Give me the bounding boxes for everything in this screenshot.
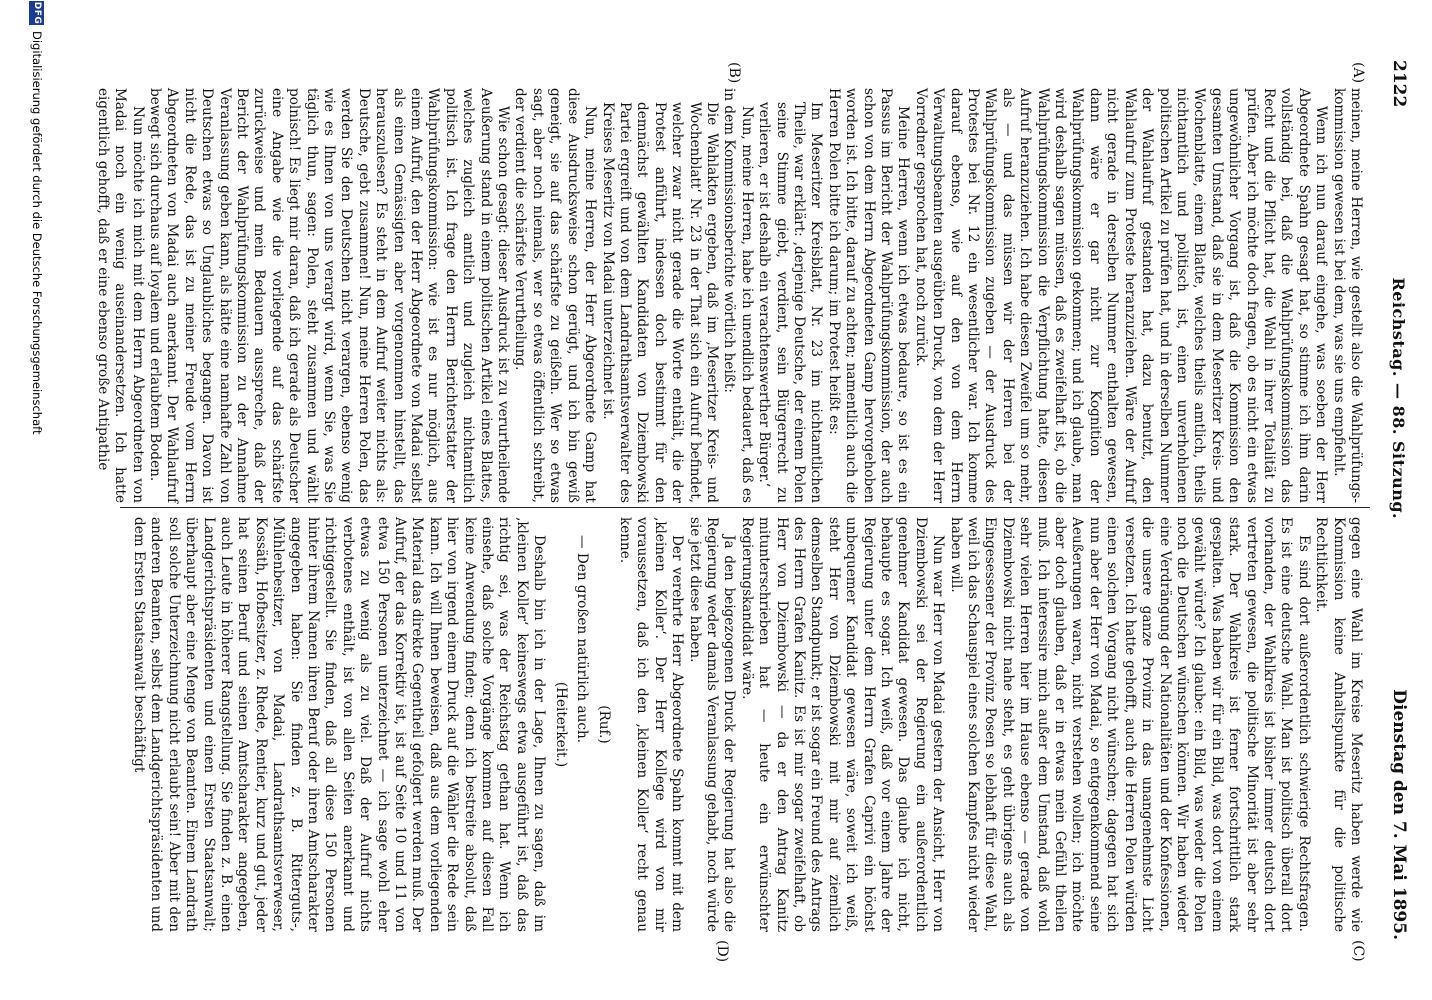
- paragraph: Meine Herren, wenn ich etwas bedaure, so ist es ein Passus im Bericht der Wahlprüfungskommission, der auch schon von dem Herrn Abgeordneten Gamp hervorgehoben worden ist. Ich bitte, darauf zu achten; namentlich auch die Herren Polen bitte ich darum; im Protest heißt es:: [825, 88, 912, 503]
- sitting-date: Dienstag den 7. Mai 1895.: [1389, 689, 1409, 940]
- paragraph: gegen eine Wahl im Kreise Meseritz haben werde wie Kommission keine Anhaltspunkte für die politische Rechtlichkeit.: [1313, 517, 1364, 932]
- paragraph: — Den großen natürlich auch.: [574, 535, 591, 744]
- margin-mark-b: (B): [726, 62, 742, 84]
- paragraph: Nun, meine Herren, habe ich unendlich bedauert, daß es in dem Kommissionsberichte wörtlich heißt:: [721, 88, 755, 503]
- paragraph: Der verehrte Herr Abgeordnete Spahn kommt mit dem ‚kleinen Koller‘. Der Herr Kollege wird von mir voraussetzen, daß ich den ‚kleinen Koller‘ recht genau kenne.: [616, 517, 686, 932]
- credit-text: Digitalisierung gefördert durch die Deutsche Forschungsgemeinschaft: [30, 31, 44, 435]
- column-divider: [120, 507, 1370, 508]
- paragraph: Deshalb bin ich in der Lage, Ihnen zu sagen, daß im ‚kleinen Koller‘ keineswegs etwa ausgeführt ist, daß das richtig sei, was der Reichstag gethan hat. Wenn ich einsehe, daß solche Vorgänge kommen auf diesen Fall keine Anwendung finden; denn ich bestreite absolut, daß hier von irgend einem Druck auf die Wähler die Rede sein kann. Ich will Ihnen beweisen, daß aus dem vorliegenden Material das direkte Gegentheil gefolgert werden muß. Der Aufruf, der das Korrektiv ist, ist auf Seite 10 und 11 von etwa 150 Personen unterzeichnet — ich sage wohl eher etwas zu wenig als zu viel. Daß der Aufruf nichts verbotenes enthält, ist von allen Seiten anerkannt und richtiggestellt. Sie finden, daß all diese 150 Personen hinter ihrem Namen ihren Beruf oder ihren Amtscharakter angegeben haben: Sie finden z. B. Ritterguts-, Mühlenbesitzer, von Madai, Landrathsamtsverweser, Kossäth, Hofbesitzer, z. Rhede, Rentier, kurz und gut, jeder hat seinen Beruf und seinen Amtscharakter angegeben, auch Leute in höherer Rangstellung. Sie finden z. B. einen Landgerichtspräsidenten und einen Ersten Staatsanwalt; überhaupt aber eine Menge von Beamten. Einem Landrath soll solche Unterzeichnung nicht erlaubt sein! Aber mit den anderen Beamten, selbst dem Landgerichtspräsidenten und dem Ersten Staatsanwalt beschäftigt: [130, 517, 548, 932]
- text-column-right: [130, 517, 1364, 932]
- dfg-logo: DFG: [30, 1, 45, 25]
- margin-mark-d: (D): [714, 940, 730, 963]
- paragraph: Nun war Herr von Madai gestern der Ansicht, Herr von Dziembowski sei der Regierung ein außerordentlich genehmer Kandidat gewesen. Das glaube ich nicht, behaupte es sogar. Ich weiß, daß vor einem Jahre der Regierung unter dem Herrn Grafen Caprivi ein höchst unbequemer Kandidat gewesen wäre, soweit ich weiß, steht Herr von Dziembowski mit mir auf ziemlich demselben Standpunkt; er ist sogar ein Freund des Antrags des Herrn Grafen Kanitz. Es ist mir sogar zweifelhaft, ob Herr von Dziembowski — da er den Antrag Kanitz mitunterschrieben hat — heute ein erwünschter Regierungskandidat wäre.: [738, 517, 947, 932]
- paragraph: Wie schon gesagt: dieser Ausdruck ist zu verurtheilende Aeußerung stand in einem politischen Artikel eines Blattes, welches zugleich amtlich und zugleich nichtamtlich politisch ist. Ich frage den Herrn Berichterstatter der Wahlprüfungskommission: wie ist es nur möglich, aus einem Aufruf, den der Herr Abgeordnete von Madai selbst als einen Gemässigten aber vorgenommen hinstellt, das herauszulesen? Es steht in dem Aufruf weiter nichts als: Deutsche, gebt zusammen! Nun, meine Herren Polen, das werden Sie den Deutschen nicht verargen, ebenso wenig wie es Ihnen von uns verargt wird, wenn Sie, was Sie täglich thun, sagen: Polen, steht zusammen und wählt polnisch! Es liegt mir daran, daß ich gerade als Deutscher eine Angabe wie die vorliegende auf das schärfste zurückweise und mein Bedauern ausspreche, daß der Bericht der Wahlprüfungskommission zu der Annahme Veranlassung geben kann, als hätte eine namhafte Zahl von Deutschen etwas so Unglaubliches begangen. Davon ist nicht die Rede, das ist zu meiner Freude vom Herrn Abgeordneten von Madai auch anerkannt. Der Wahlaufruf bewegt sich durchaus auf loyalem und erlaubtem Boden.: [146, 88, 512, 503]
- margin-mark-c: (C): [1350, 940, 1366, 962]
- margin-mark-a: (A): [1350, 62, 1366, 84]
- paragraph: Es sind dort außerordentlich schwierige Rechtsfragen. Es ist eine deutsche Wahl. Man ist politisch überall dort vorhanden, der Wahlkreis ist bisher immer deutsch dort vertreten gewesen, die politische Minorität ist aber sehr stark. Der Wahlkreis ist ferner fortschrittlich stark gespalten. Was haben wir für ein Bild, was dort von einem gewählt würde? Ich glaube: ein Bild, was weder die Polen noch die Deutschen wünschen können. Wir haben wieder eine Verdrängung der Nationalitäten und der Konfessionen, die unsere ganze Provinz in das unangenehmste Licht versetzen. Ich hatte gehofft, auch die Herren Polen würden einen solchen Vorgang nicht wünschen; dagegen hat sich nun aber der Herr von Madai, so entgegenkommend seine Aeußerungen waren, nicht verstehen wollen; ich möchte aber doch glauben, daß er in etwas mein Gefühl theilen muß. Ich interessire mich außer dem Umstand, daß wohl sehr vielen Herren hier im Hause ebenso — gerade von Dziembowski nicht nahe steht, es geht übrigens auch als Eingesessener der Provinz Posen so lebhaft für diese Wahl, weil ich das Schauspiel eines solchen Kampfes nicht wieder haben will.: [947, 517, 1312, 932]
- quoted-passage: Die Wahlakten ergeben, daß im ‚Meseritzer Kreis- und Wochenblatt‘ Nr. 23 in der That sich ein Aufruf befindet, welcher zwar nicht gerade die Worte enthält, die der Protest anführt, indessen doch bestimmt für den demnächst gewählten Kandidaten von Dziembowski Partei ergreift und von dem Landrathsamtsverwalter des Kreises Meseritz von Madai unterzeichnet ist.: [599, 102, 720, 503]
- interjection: (Heiterkeit.): [552, 681, 569, 768]
- paragraph: Nun, meine Herren, der Herr Abgeordnete Gamp hat diese Ausdrucksweise schon gerügt, und ich bin gewiß geneigt, sie auf das schärfste zu geißeln. Wer so etwas sagt, aber noch niemals, wer so etwas öffentlich schreibt, der verdient die schärfste Verurtheilung.: [512, 88, 599, 503]
- quoted-passage: Im Meseritzer Kreisblatt, Nr. 23 im nichtamtlichen Theile, war erklärt: ‚derjenige Deutsche, der einem Polen seine Stimme giebt, verdient, sein Bürgerrecht zu verlieren, er ist deshalb ein verachtenswerther Bürger.‘: [756, 102, 825, 503]
- paragraph: Ja den beigezogenen Druck der Regierung hat also die Regierung weder damals Veranlassung gehabt, noch würde sie jetzt diese haben.: [686, 517, 738, 932]
- page-title: Reichstag. — 88. Sitzung.: [1389, 277, 1409, 520]
- interjection: (Ruf.): [595, 705, 612, 744]
- digitization-credit: [26, 1, 48, 434]
- page-number: 2122: [1389, 60, 1409, 108]
- paragraph: Nun möchte ich mich mit dem Herrn Abgeordneten von Madai noch ein wenig auseinandersetzen. Ich hatte eigentlich gehofft, daß er eine ebenso große Antipathie: [94, 88, 146, 503]
- page-header: [1384, 60, 1414, 940]
- paragraph: Wenn ich nun darauf eingehe, was soeben der Herr Abgeordnete Spahn gesagt hat, so stimme ich ihm darin vollständig bei, daß die Wahlprüfungskommission das Recht und die Pflicht hat, die Wahl in ihrer Totalität zu prüfen. Aber ich möchte doch fragen, ob es nicht ein etwas ungewöhnlicher Vorgang ist, daß die Kommission den gesamten Umstand, daß sie in dem Meseritzer Kreis- und Wochenblatte, einem Blatte, welches theils amtlich, theils nichtamtlich und politisch ist, einen unverhohlenen politischen Artikel zu prüfen hat, und in derselben Nummer der Wahlaufruf gestanden hat, dazu benutzt, den Wahlaufruf zum Proteste heranzuziehen. Wäre der Aufruf nicht gerade in derselben Nummer enthalten gewesen, dann wäre er gar nicht zur Kognition der Wahlprüfungskommission gekommen; und ich glaube, man wird deshalb sagen müssen, daß es zweifelhaft ist, ob die Wahlprüfungskommission die Verpflichtung hatte, diesen Aufruf heranzuziehen. Ich habe diesen Zweifel um so mehr, als — und das müssen wir der Herren bei der Wahlprüfungskommission zugeben — der Ausdruck des Protestes bei Nr. 12 ein wesentlicher war. Ich komme darauf ebenso, wie auf den von dem Herrn Verwaltungsbeamten ausgeübten Druck, von dem der Herr Vorredner gesprochen hat, noch zurück.: [912, 88, 1330, 503]
- text-column-left: [93, 88, 1364, 503]
- paragraph: meinen, meine Herren, wie gestellt also die Wahlprüfungs-kommission gewesen ist bei dem, was sie uns empfiehlt.: [1330, 88, 1364, 503]
